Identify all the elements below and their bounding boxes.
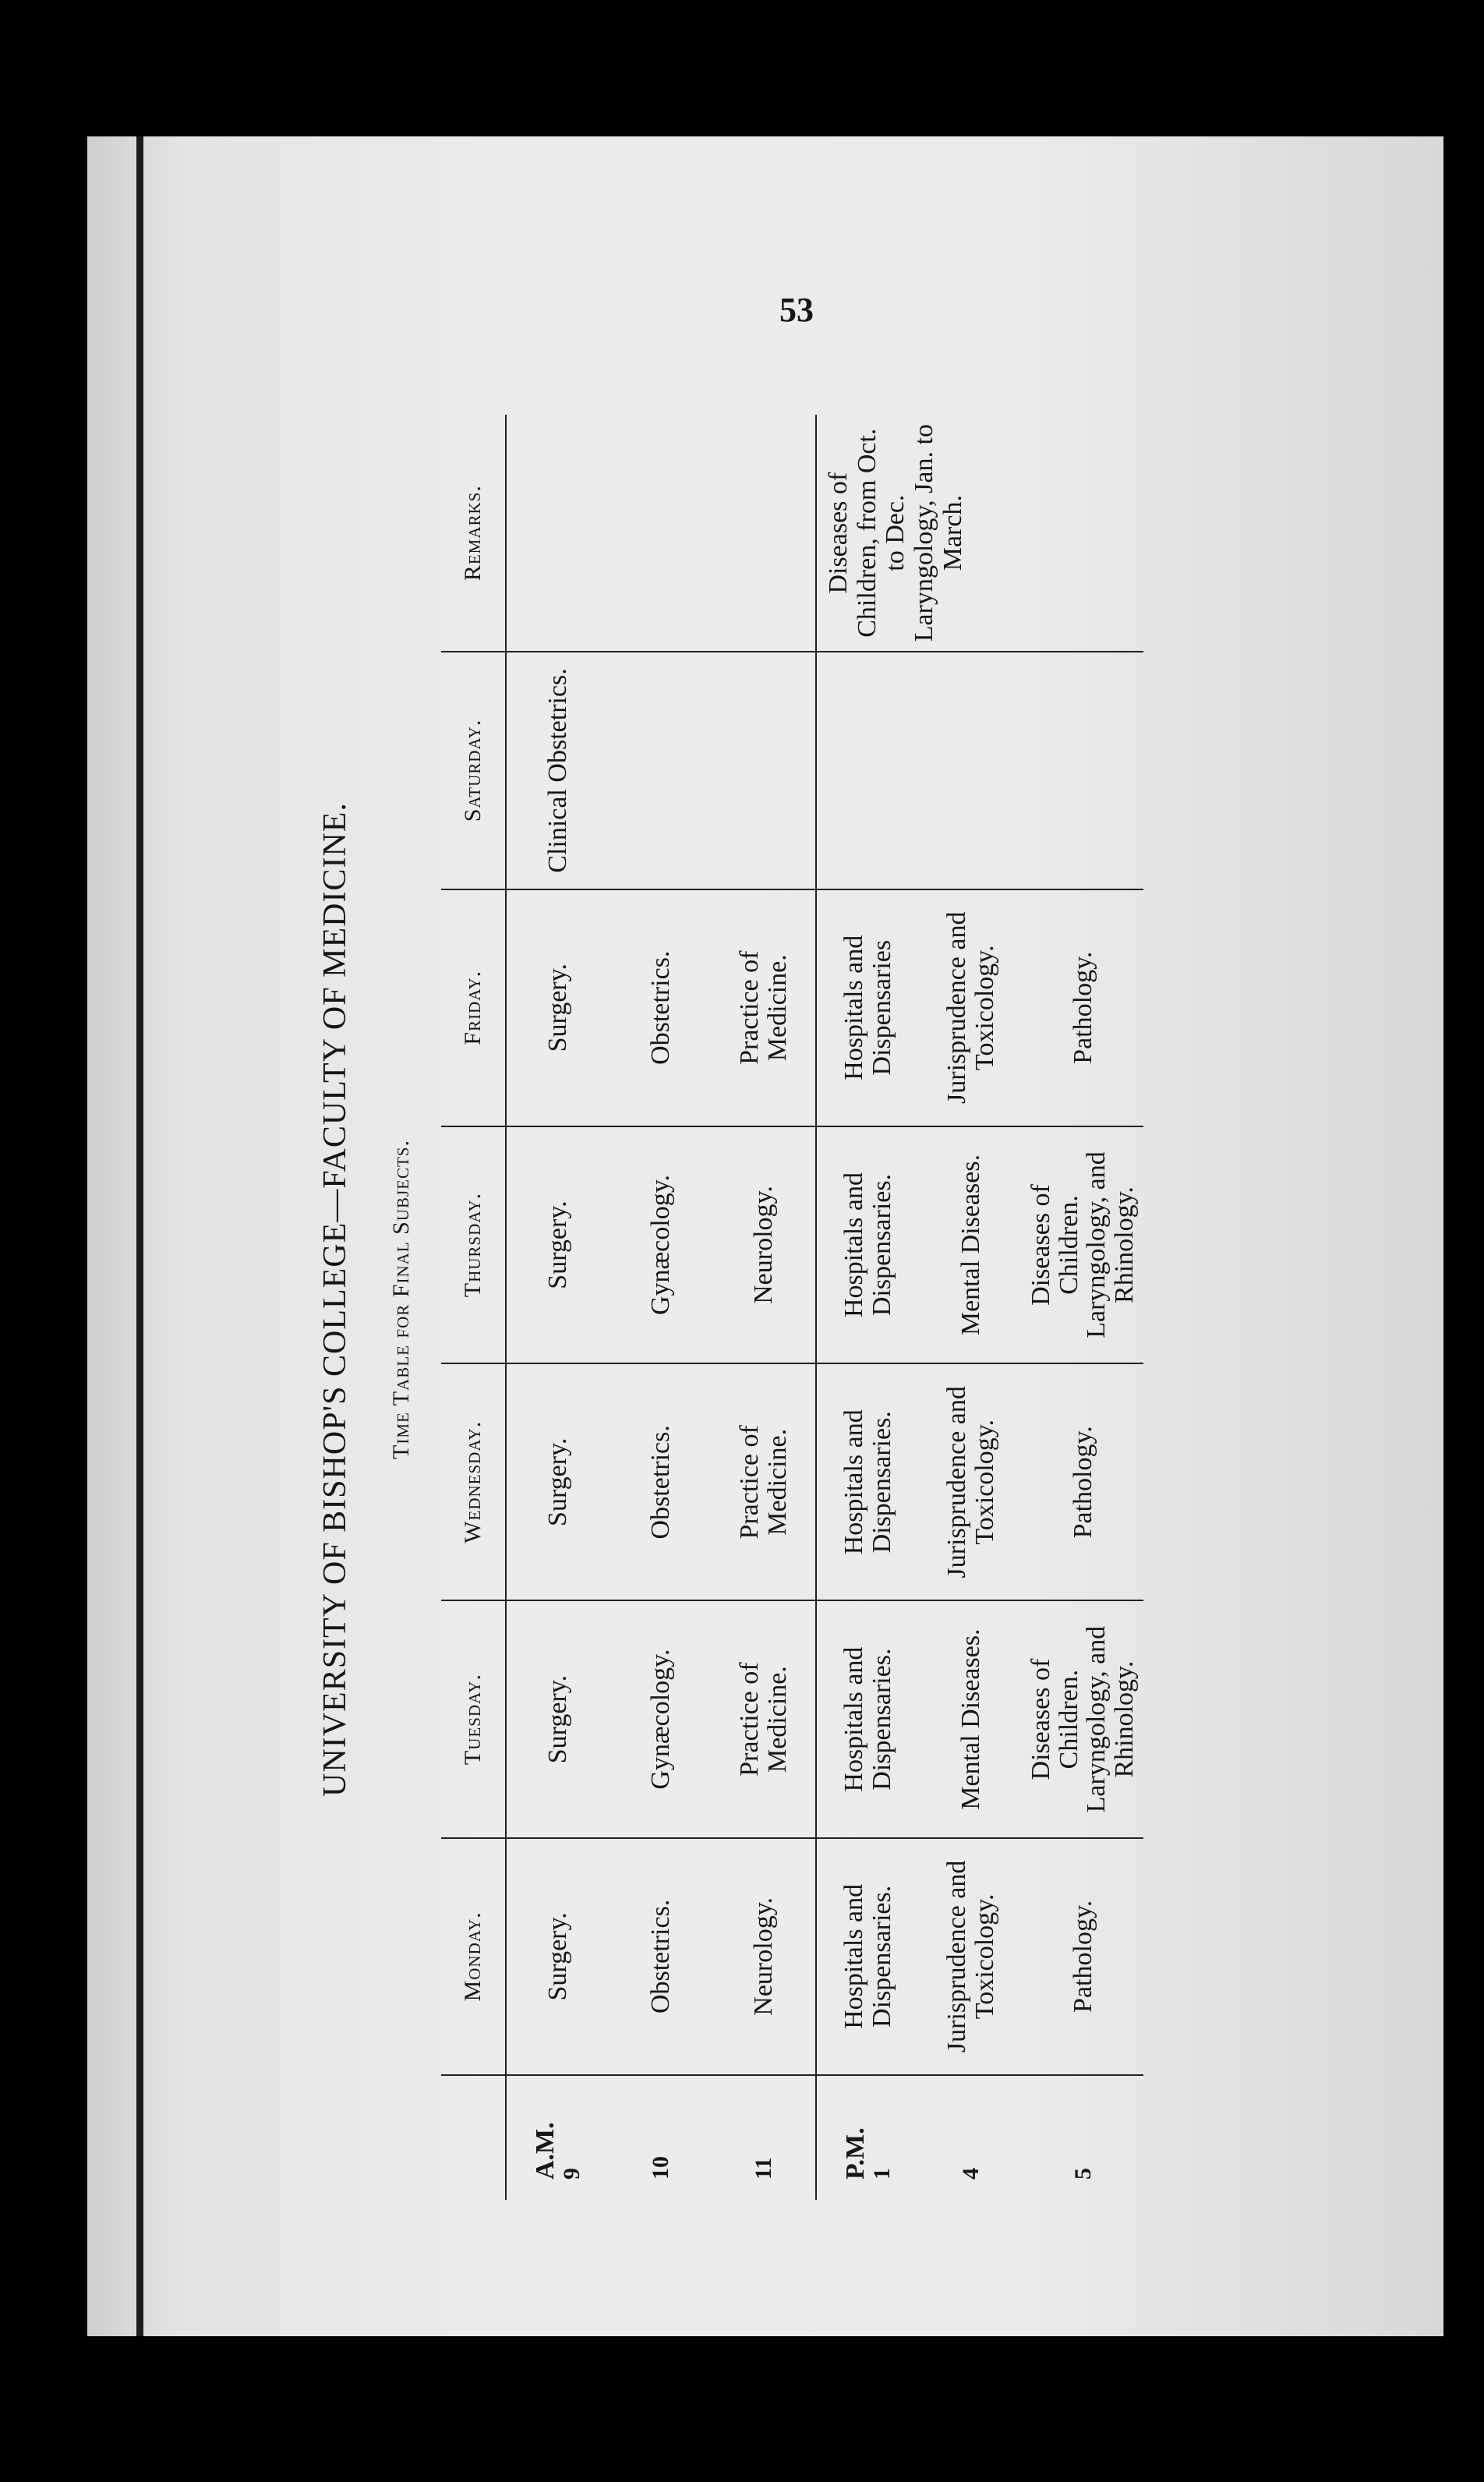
table-cell: Diseases of Children. Laryngology, and Rhinology. [1023,1126,1143,1363]
col-header-saturday: Saturday. [441,652,506,889]
table-cell: Neurology. [712,1126,816,1363]
table-cell: Pathology. [1023,889,1143,1126]
table-cell: Diseases of Children. Laryngology, and Rhinology. [1023,1600,1143,1837]
table-cell [1023,652,1143,889]
table-cell: Hospitals and Dispensaries [816,889,920,1126]
table-cell: Mental Diseases. [920,1126,1023,1363]
col-header-tuesday: Tuesday. [441,1600,506,1837]
time-cell [506,2075,610,2200]
table-cell: Surgery. [506,1363,610,1600]
remarks-cell-am [506,415,816,652]
table-row [506,415,610,2200]
col-header-wednesday: Wednesday. [441,1363,506,1600]
page-number: 53 [779,291,814,329]
table-cell: Practice of Medicine. [712,1363,816,1600]
table-row [816,415,920,2200]
table-cell: Hospitals and Dispensaries. [816,1600,920,1837]
table-cell: Obstetrics. [610,1363,712,1600]
page-subtitle: Time Table for Final Subjects. [388,1140,414,1459]
table-cell: Surgery. [506,1600,610,1837]
binding-edge [136,136,143,2336]
time-cell: 4 [958,2168,984,2180]
am-label: A.M. [531,2122,560,2180]
table-cell: Mental Diseases. [920,1600,1023,1837]
table-cell: Gynæcology. [610,1126,712,1363]
time-value: 9 [559,2168,585,2180]
header-row [441,415,506,2200]
time-cell: 11 [751,2157,777,2180]
timetable [441,415,1143,2200]
table-row [610,415,712,2200]
table-cell: Clinical Obstetrics. [506,652,610,889]
table-row [712,415,816,2200]
table-cell: Surgery. [506,1838,610,2075]
table-row [920,415,1023,2200]
table-cell: Pathology. [1023,1838,1143,2075]
col-header-friday: Friday. [441,889,506,1126]
table-cell: Surgery. [506,889,610,1126]
table-cell [816,652,920,889]
table-cell: Jurisprudence and Toxicology. [920,1838,1023,2075]
col-header-thursday: Thursday. [441,1126,506,1363]
time-cell [816,2075,920,2200]
table-cell: Hospitals and Dispensaries. [816,1838,920,2075]
time-value: 1 [869,2168,896,2180]
table-row [1023,415,1143,2200]
table-cell: Gynæcology. [610,1600,712,1837]
table-cell: Obstetrics. [610,1838,712,2075]
time-cell: 5 [1069,2168,1096,2180]
table-cell: Jurisprudence and Toxicology. [920,889,1023,1126]
pm-label: P.M. [841,2127,871,2180]
table-cell: Practice of Medicine. [712,889,816,1126]
table-cell: Obstetrics. [610,889,712,1126]
table-cell: Surgery. [506,1126,610,1363]
col-header-remarks: Remarks. [441,415,506,652]
time-header [441,2075,506,2200]
table-cell: Pathology. [1023,1363,1143,1600]
table-cell [712,652,816,889]
table-cell: Hospitals and Dispensaries. [816,1126,920,1363]
page-title: UNIVERSITY OF BISHOP'S COLLEGE—FACULTY OF MEDICINE. [317,802,353,1797]
table-cell: Jurisprudence and Toxicology. [920,1363,1023,1600]
col-header-monday: Monday. [441,1838,506,2075]
table-cell [920,652,1023,889]
table-cell: Practice of Medicine. [712,1600,816,1837]
table-cell [610,652,712,889]
rotated-timetable [316,376,1275,2223]
table-cell: Neurology. [712,1838,816,2075]
time-cell: 10 [648,2156,674,2180]
table-cell: Hospitals and Dispensaries. [816,1363,920,1600]
remarks-cell: Diseases of Children, from Oct. to Dec. Laryngology, Jan. to March. [816,415,1143,652]
